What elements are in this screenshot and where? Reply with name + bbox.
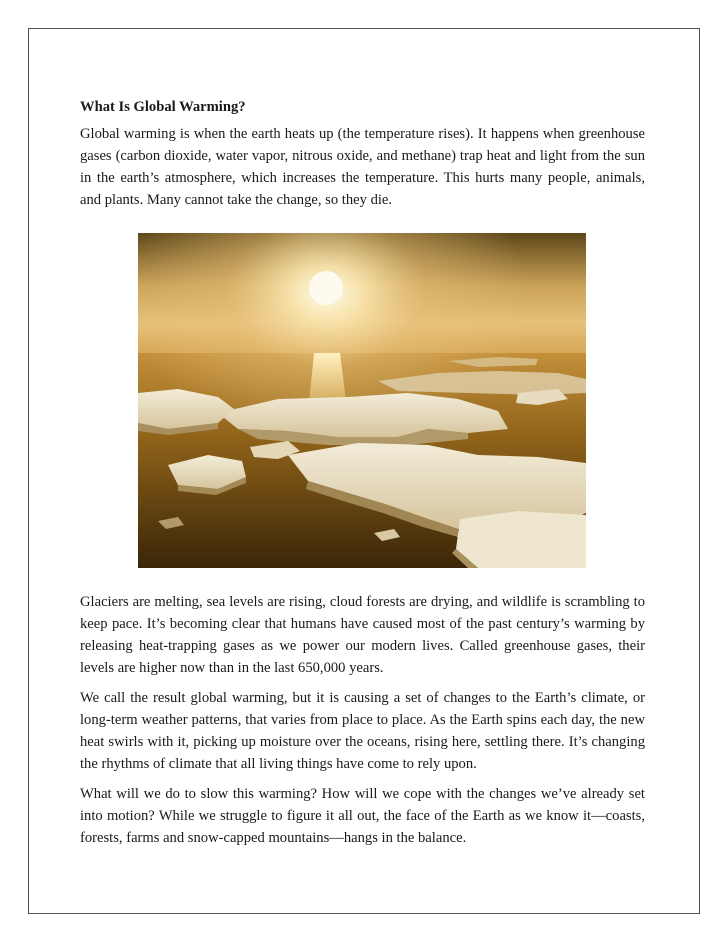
document-heading: What Is Global Warming? (80, 99, 246, 115)
melting-ice-photo (138, 233, 586, 568)
intro-paragraph: Global warming is when the earth heats up (the temperature rises). It happens when greenhouse gases (carbon dioxide, water vapor, nitrous oxide, and methane) trap heat and light from the sun in the earth’s atmosphere, which increases the temperature. This hurts many people, animals, and plants. Many cannot take the change, so they die. (80, 126, 645, 208)
glaciers-paragraph: Glaciers are melting, sea levels are rising, cloud forests are drying, and wildlife is scrambling to keep pace. It’s becoming clear that humans have caused most of the past century’s warming by releasing heat-trapping gases as we power our modern lives. Called greenhouse gases, their levels are higher now than in the last 650,000 years. (80, 594, 645, 676)
melting-ice-illustration (138, 233, 586, 568)
climate-paragraph: We call the result global warming, but it is causing a set of changes to the Earth’s climate, or long-term weather patterns, that varies from place to place. As the Earth spins each day, the new heat swirls with it, picking up moisture over the oceans, rising here, settling there. It’s changing the rhythms of climate that all living things have come to rely upon. (80, 690, 645, 772)
future-paragraph: What will we do to slow this warming? How will we cope with the changes we’ve already set into motion? While we struggle to figure it all out, the face of the Earth as we know it—coasts, forests, farms and snow-capped mountains—hangs in the balance. (80, 786, 645, 846)
sun-icon (309, 271, 343, 305)
document-body (80, 96, 645, 857)
